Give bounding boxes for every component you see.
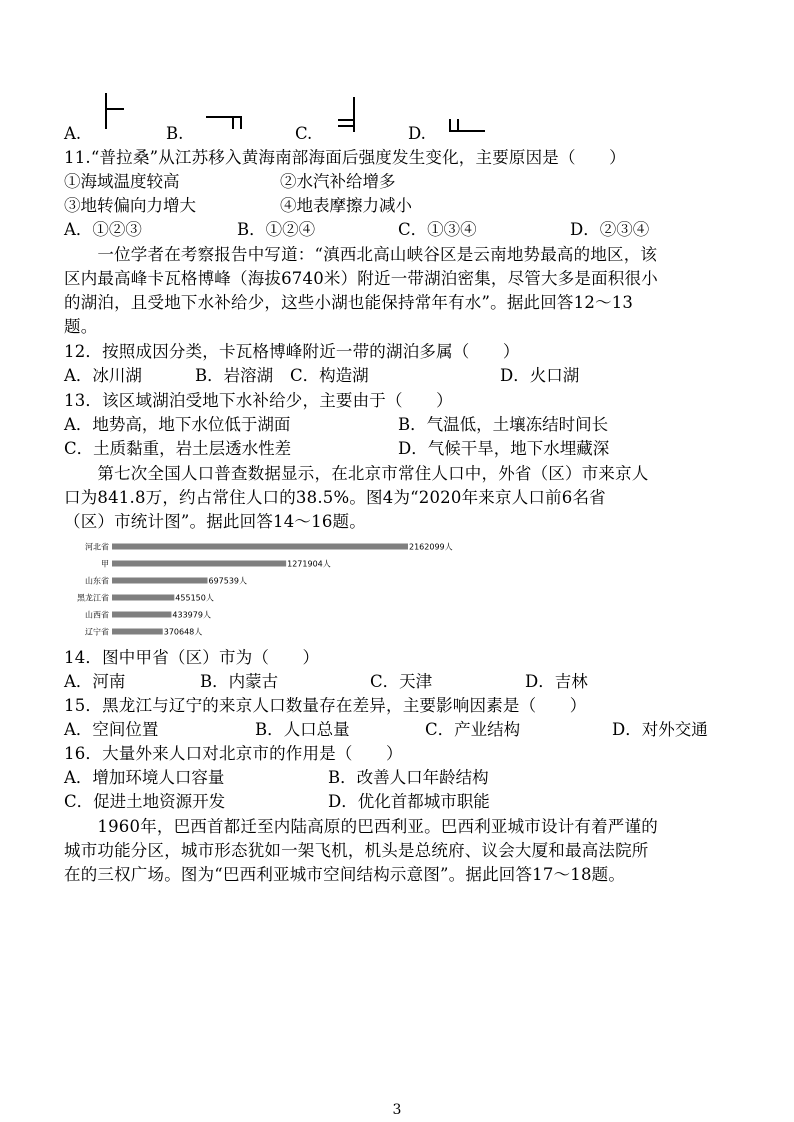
q11-item-1: ①海域温度较高 [64,172,180,191]
q12-option-d[interactable]: D．火口湖 [500,366,580,385]
bar-value-label: 455150人 [175,593,214,603]
q15-option-d[interactable]: D．对外交通 [612,720,708,739]
passage2-line: （区）市统计图”。据此回答14～16题。 [64,512,366,531]
q11-option-a[interactable]: A．①②③ [64,220,142,239]
q11-item-4: ④地表摩擦力减小 [280,196,412,215]
bar-value-label: 1271904人 [287,559,331,569]
bar [112,612,171,618]
q14-option-c[interactable]: C．天津 [370,672,433,691]
q14-option-a[interactable]: A．河南 [64,672,126,691]
bar-category-label: 辽宁省 [85,627,109,637]
q12-option-b[interactable]: B．岩溶湖 [195,366,274,385]
q13-option-c[interactable]: C．土质黏重，岩土层透水性差 [64,439,292,458]
passage1-line: 题。 [64,317,98,336]
q16-option-a[interactable]: A．增加环境人口容量 [64,768,225,787]
q10-shape-b [206,116,242,118]
bar-category-label: 甲 [101,559,109,569]
passage2-line: 第七次全国人口普查数据显示，在北京市常住人口中，外省（区）市来京人 [64,464,649,483]
q16-option-c[interactable]: C．促进土地资源开发 [64,792,226,811]
q10-option-a[interactable]: A. [64,124,82,143]
bar-value-label: 2162099人 [409,542,453,552]
bar-category-label: 黑龙江省 [77,593,109,603]
page-number: 3 [392,1102,402,1118]
q13-option-b[interactable]: B．气温低，土壤冻结时间长 [398,415,609,434]
q16-stem: 16．大量外来人口对北京市的作用是（ ） [64,744,403,763]
q10-option-b[interactable]: B. [166,124,184,143]
passage3-line: 城市功能分区，城市形态犹如一架飞机，机头是总统府、议会大厦和最高法院所 [64,841,649,860]
q15-option-c[interactable]: C．产业结构 [425,720,521,739]
q10-option-c[interactable]: C. [295,124,313,143]
q13-option-a[interactable]: A．地势高，地下水位低于湖面 [64,415,291,434]
passage1-line: 一位学者在考察报告中写道：“滇西北高山峡谷区是云南地势最高的地区，该 [64,245,658,264]
q13-stem: 13．该区域湖泊受地下水补给少，主要由于（ ） [64,391,453,410]
q11-item-2: ②水汽补给增多 [280,172,396,191]
bar [112,561,286,567]
q11-option-b[interactable]: B．①②④ [237,220,316,239]
q10-option-d[interactable]: D. [408,124,426,143]
q13-option-d[interactable]: D．气候干旱，地下水埋藏深 [398,439,610,458]
passage1-line: 的湖泊，且受地下水补给少，这些小湖也能保持常年有水”。据此回答12～13 [64,293,634,312]
q12-stem: 12．按照成因分类，卡瓦格博峰附近一带的湖泊多属（ ） [64,342,520,361]
bar-category-label: 山东省 [85,576,109,586]
q16-option-d[interactable]: D．优化首都城市职能 [328,792,490,811]
bar-value-label: 697539人 [208,576,248,586]
q14-stem: 14．图中甲省（区）市为（ ） [64,648,320,667]
passage1-line: 区内最高峰卡瓦格博峰（海拔6740米）附近一带湖泊密集，尽管大多是面积很小 [64,269,658,288]
q15-option-a[interactable]: A．空间位置 [64,720,159,739]
q12-option-a[interactable]: A．冰川湖 [64,366,142,385]
bar-category-label: 河北省 [85,542,109,552]
q15-option-b[interactable]: B．人口总量 [255,720,350,739]
q14-option-d[interactable]: D．吉林 [525,672,588,691]
bar [112,578,207,584]
bar-value-label: 370648人 [163,627,203,637]
passage3-line: 1960年，巴西首都迁至内陆高原的巴西利亚。巴西利亚城市设计有着严谨的 [64,817,658,836]
bar-category-label: 山西省 [85,610,109,620]
q15-stem: 15．黑龙江与辽宁的来京人口数量存在差异，主要影响因素是（ ） [64,696,587,715]
q12-option-c[interactable]: C．构造湖 [290,366,369,385]
passage3-line: 在的三权广场。图为“巴西利亚城市空间结构示意图”。据此回答17～18题。 [64,865,626,884]
passage2-line: 口为841.8万，约占常住人口的38.5%。图4为“2020年来京人口前6名省 [64,488,606,507]
population-bar-chart [76,536,453,640]
q14-option-b[interactable]: B．内蒙古 [200,672,279,691]
q16-option-b[interactable]: B．改善人口年龄结构 [328,768,489,787]
q11-stem: 11.“普拉桑”从江苏移入黄海南部海面后强度发生变化，主要原因是（ ） [64,148,626,167]
q11-item-3: ③地转偏向力增大 [64,196,196,215]
bar [112,544,408,550]
bar [112,629,163,635]
bar [112,595,174,601]
q11-option-d[interactable]: D．②③④ [570,220,650,239]
bar-value-label: 433979人 [172,610,211,620]
q10-shape-a [105,93,107,129]
q10-shape-d [449,130,485,132]
q11-option-c[interactable]: C．①③④ [398,220,477,239]
